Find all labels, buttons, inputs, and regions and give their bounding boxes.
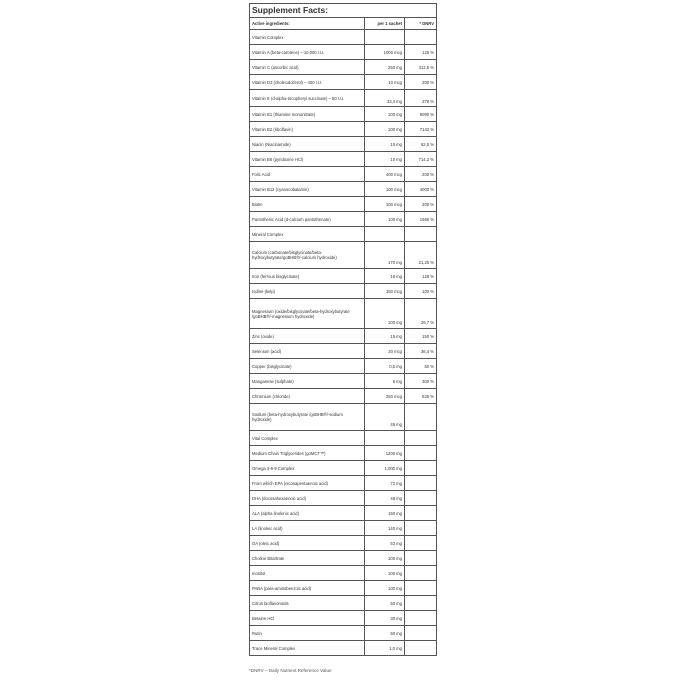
table-row: [250, 75, 437, 90]
ingredient-dnrv: [405, 611, 437, 626]
table-row: [250, 374, 437, 389]
ingredient-amount: [365, 227, 405, 242]
table-row: [250, 45, 437, 60]
table-row: [250, 641, 437, 656]
table-row: [250, 611, 437, 626]
ingredient-name: Vitamin Complex: [250, 30, 365, 45]
table-row: [250, 60, 437, 75]
table-row: [250, 299, 437, 329]
table-row: [250, 476, 437, 491]
supplement-facts-panel: [249, 3, 436, 656]
supplement-facts-table: [249, 3, 437, 656]
ingredient-name: Copper (bisglycinate): [250, 359, 365, 374]
ingredient-name: Chromium (chloride): [250, 389, 365, 404]
ingredient-dnrv: 21,25 %: [405, 242, 437, 269]
ingredient-amount: 18 mg: [365, 269, 405, 284]
table-row: [250, 344, 437, 359]
ingredient-dnrv: [405, 461, 437, 476]
ingredient-name: Trace Mineral Complex: [250, 641, 365, 656]
ingredient-amount: 1,0 mg: [365, 641, 405, 656]
ingredient-name: Vitamin B1 (thiamine mononitrate): [250, 107, 365, 122]
ingredient-dnrv: [405, 491, 437, 506]
ingredient-dnrv: 200 %: [405, 167, 437, 182]
ingredient-dnrv: 9090 %: [405, 107, 437, 122]
ingredient-dnrv: 278 %: [405, 90, 437, 107]
ingredient-dnrv: 312,5 %: [405, 60, 437, 75]
table-row: [250, 269, 437, 284]
ingredient-dnrv: 26,7 %: [405, 299, 437, 329]
ingredient-dnrv: 150 %: [405, 329, 437, 344]
table-row: [250, 242, 437, 269]
ingredient-name: PABA (para-aminobenzoic acid): [250, 581, 365, 596]
ingredient-name: ALA (alpha linolenic acid): [250, 506, 365, 521]
ingredient-amount: 170 mg: [365, 242, 405, 269]
table-row: [250, 107, 437, 122]
column-header-amount: per 1 sachet: [365, 18, 405, 30]
table-title-row: [250, 4, 437, 18]
ingredient-name: Rutin: [250, 626, 365, 641]
ingredient-amount: 10 mg: [365, 137, 405, 152]
table-row: [250, 551, 437, 566]
ingredient-amount: 20 mcg: [365, 344, 405, 359]
table-row: [250, 389, 437, 404]
ingredient-amount: 10 mcg: [365, 75, 405, 90]
ingredient-name: Medium Chain Triglycerides (goMCT™): [250, 446, 365, 461]
ingredient-name: Vital Complex: [250, 431, 365, 446]
ingredient-name: Niacin (Niacinamide): [250, 137, 365, 152]
ingredient-amount: 100 mcg: [365, 197, 405, 212]
ingredient-amount: 50 mg: [365, 596, 405, 611]
ingredient-name: Iodine (kelp): [250, 284, 365, 299]
ingredient-amount: 33,4 mg: [365, 90, 405, 107]
ingredient-dnrv: 625 %: [405, 389, 437, 404]
ingredient-amount: 250 mcg: [365, 389, 405, 404]
table-row: [250, 212, 437, 227]
ingredient-dnrv: [405, 626, 437, 641]
ingredient-amount: 48 mg: [365, 491, 405, 506]
ingredient-amount: 30 mg: [365, 611, 405, 626]
ingredient-amount: 50 mg: [365, 626, 405, 641]
ingredient-name: Folic Acid: [250, 167, 365, 182]
ingredient-name: Vitamin E (d-alpha-tocopheryl succinate) – 50 I.U.: [250, 90, 365, 107]
ingredient-dnrv: 300 %: [405, 374, 437, 389]
footnote: *DNRV – Daily Nutrient Reference Value: [249, 668, 332, 673]
ingredient-name: Calcium (carbonate/bisglycinate/beta-hydroxybutyrate/goBHB®/-calcium hydroxide): [250, 242, 365, 269]
ingredient-amount: 72 mg: [365, 476, 405, 491]
ingredient-amount: 1,000 mg: [365, 461, 405, 476]
ingredient-name: Pantothenic Acid (d-calcium pantothenate): [250, 212, 365, 227]
table-row: [250, 491, 437, 506]
column-header-dnrv: * DNRV: [405, 18, 437, 30]
ingredient-dnrv: [405, 521, 437, 536]
ingredient-amount: 250 mg: [365, 60, 405, 75]
table-row: [250, 90, 437, 107]
table-row: [250, 461, 437, 476]
ingredient-name: Manganese (sulphate): [250, 374, 365, 389]
ingredient-amount: 140 mg: [365, 521, 405, 536]
ingredient-dnrv: 36,4 %: [405, 344, 437, 359]
table-row: [250, 506, 437, 521]
table-row: [250, 182, 437, 197]
ingredient-dnrv: [405, 641, 437, 656]
ingredient-amount: 45 mg: [365, 404, 405, 431]
ingredient-name: Sodium (beta-hydroxybutyrate /goBHB®/-sodium hydroxide): [250, 404, 365, 431]
table-row: [250, 581, 437, 596]
table-row: [250, 329, 437, 344]
ingredient-amount: 150 mcg: [365, 284, 405, 299]
ingredient-name: Mineral Complex: [250, 227, 365, 242]
ingredient-amount: 10 mg: [365, 152, 405, 167]
ingredient-dnrv: 1666 %: [405, 212, 437, 227]
ingredient-name: Vitamin B6 (pyridoxine HCl): [250, 152, 365, 167]
ingredient-amount: 100 mcg: [365, 182, 405, 197]
ingredient-dnrv: 7142 %: [405, 122, 437, 137]
table-row: [250, 521, 437, 536]
ingredient-name: Vitamin D3 (cholecalciferol) – 400 I.U.: [250, 75, 365, 90]
table-row: [250, 431, 437, 446]
ingredient-amount: 15 mg: [365, 329, 405, 344]
ingredient-name: Betaine HCl: [250, 611, 365, 626]
ingredient-amount: 0,5 mg: [365, 359, 405, 374]
ingredient-amount: [365, 431, 405, 446]
ingredient-dnrv: 100 %: [405, 284, 437, 299]
ingredient-name: Zinc (oxide): [250, 329, 365, 344]
ingredient-dnrv: 128 %: [405, 269, 437, 284]
ingredient-dnrv: [405, 446, 437, 461]
ingredient-amount: 100 mg: [365, 566, 405, 581]
table-row: [250, 536, 437, 551]
ingredient-dnrv: 50 %: [405, 359, 437, 374]
table-row: [250, 284, 437, 299]
column-header-ingredient: Active ingredients:: [250, 18, 365, 30]
ingredient-dnrv: [405, 30, 437, 45]
table-row: [250, 596, 437, 611]
ingredient-dnrv: 714,2 %: [405, 152, 437, 167]
table-row: [250, 137, 437, 152]
table-row: [250, 626, 437, 641]
ingredient-name: From which EPA (eicosapentaenoic acid): [250, 476, 365, 491]
ingredient-name: Citrus bioflavonoids: [250, 596, 365, 611]
ingredient-amount: 150 mg: [365, 506, 405, 521]
table-row: [250, 446, 437, 461]
ingredient-name: Vitamin C (ascorbic acid): [250, 60, 365, 75]
table-row: [250, 167, 437, 182]
ingredient-dnrv: [405, 566, 437, 581]
ingredient-dnrv: [405, 431, 437, 446]
ingredient-amount: 1000 mcg: [365, 45, 405, 60]
table-row: [250, 152, 437, 167]
ingredient-dnrv: [405, 404, 437, 431]
ingredient-name: Vitamin B2 (riboflavin): [250, 122, 365, 137]
table-row: [250, 404, 437, 431]
ingredient-amount: 1200 mg: [365, 446, 405, 461]
ingredient-dnrv: [405, 476, 437, 491]
table-header-row: [250, 18, 437, 30]
ingredient-dnrv: 125 %: [405, 45, 437, 60]
ingredient-amount: 100 mg: [365, 122, 405, 137]
ingredient-name: Choline Bitartrate: [250, 551, 365, 566]
ingredient-dnrv: [405, 536, 437, 551]
ingredient-name: Inositol: [250, 566, 365, 581]
table-row: [250, 227, 437, 242]
ingredient-name: Selenium (acid): [250, 344, 365, 359]
ingredient-amount: 6 mg: [365, 374, 405, 389]
ingredient-dnrv: 200 %: [405, 75, 437, 90]
ingredient-amount: 100 mg: [365, 551, 405, 566]
ingredient-name: Iron (ferrous bisglycinate): [250, 269, 365, 284]
table-row: [250, 30, 437, 45]
ingredient-name: DHA (docosahexaenoic acid): [250, 491, 365, 506]
ingredient-dnrv: [405, 506, 437, 521]
ingredient-amount: 53 mg: [365, 536, 405, 551]
table-row: [250, 122, 437, 137]
ingredient-dnrv: [405, 227, 437, 242]
ingredient-name: Vitamin A (beta-carotene) – 10,000 I.U.: [250, 45, 365, 60]
ingredient-amount: 400 mcg: [365, 167, 405, 182]
ingredient-name: LA (linoleic acid): [250, 521, 365, 536]
ingredient-name: Vitamin B12 (cyanocobalamin): [250, 182, 365, 197]
table-row: [250, 359, 437, 374]
ingredient-dnrv: 4000 %: [405, 182, 437, 197]
ingredient-name: Magnesium (oxide/bisglycinate/beta-hydroxybutyrate /goBHB®/-magnesium hydroxide): [250, 299, 365, 329]
ingredient-dnrv: 62,5 %: [405, 137, 437, 152]
table-title: Supplement Facts:: [250, 4, 437, 18]
ingredient-name: OA (oleic acid): [250, 536, 365, 551]
ingredient-amount: 100 mg: [365, 212, 405, 227]
ingredient-dnrv: [405, 581, 437, 596]
ingredient-dnrv: 200 %: [405, 197, 437, 212]
ingredient-amount: 100 mg: [365, 299, 405, 329]
ingredient-dnrv: [405, 551, 437, 566]
ingredient-amount: 100 mg: [365, 107, 405, 122]
ingredient-name: Biotin: [250, 197, 365, 212]
table-row: [250, 197, 437, 212]
ingredient-amount: [365, 30, 405, 45]
ingredient-dnrv: [405, 596, 437, 611]
ingredient-amount: 100 mg: [365, 581, 405, 596]
ingredient-name: Omega 3-6-9 Complex: [250, 461, 365, 476]
table-row: [250, 566, 437, 581]
